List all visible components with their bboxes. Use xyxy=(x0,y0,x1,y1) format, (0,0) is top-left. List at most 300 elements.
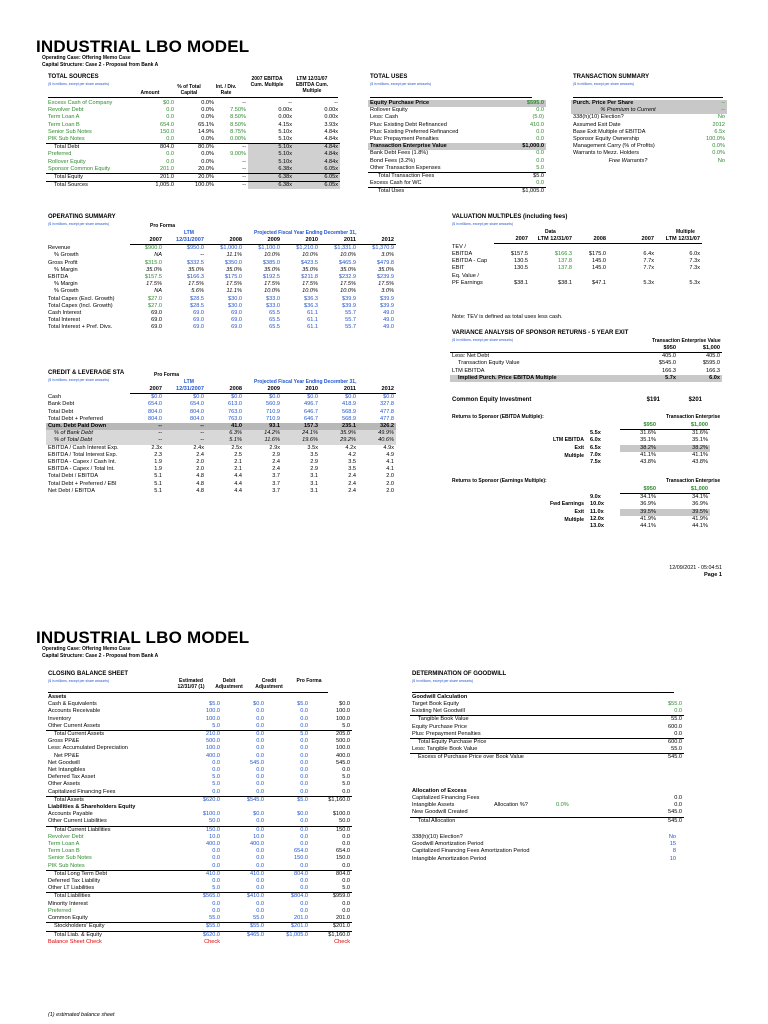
table-row xyxy=(410,856,678,863)
table-row xyxy=(46,252,396,259)
value-cell: 0.0% xyxy=(201,107,214,114)
value-cell: 201.0 xyxy=(294,915,308,922)
value-cell: 8.50% xyxy=(230,114,246,121)
table-row xyxy=(410,701,684,708)
header-spacer xyxy=(588,486,620,494)
value-cell: 0.0 xyxy=(256,708,264,715)
table-row xyxy=(368,122,546,129)
value-cell: $950.0 xyxy=(186,245,204,252)
returns-earnings-label: Returns to Sponsor (Earnings Multiple): xyxy=(452,478,547,484)
operating-summary-note: ($ in millions, except per share amounts) xyxy=(48,222,110,226)
row-label: Other Transaction Expenses xyxy=(370,164,441,171)
value-cell: $1,160.0 xyxy=(310,796,352,804)
value-cell: $47.1 xyxy=(592,279,606,286)
table-row xyxy=(368,150,546,157)
value-cell xyxy=(656,244,702,251)
row-label: Net Debt / EBITDA xyxy=(48,487,95,494)
column-header: 2009 xyxy=(244,386,282,394)
value-cell: 0.0 xyxy=(212,788,220,795)
value-cell: 5.0 xyxy=(266,731,310,739)
value-cell: 5.10x xyxy=(278,128,292,135)
value-cell: 804.0 xyxy=(190,408,204,415)
value-cell: $0.0 xyxy=(383,394,394,401)
value-cell: 0.0 xyxy=(674,795,682,801)
value-cell: 2.0 xyxy=(386,487,394,494)
value-cell: 0.0 xyxy=(212,862,220,869)
value-cell: 43.8% xyxy=(640,459,656,466)
table-row xyxy=(46,409,396,416)
row-label: EBITDA - Cap xyxy=(452,258,488,265)
table-row xyxy=(46,767,352,774)
value-cell: 6.05x xyxy=(294,182,340,190)
column-header: 2010 xyxy=(282,237,320,245)
value-cell: 0.0 xyxy=(300,752,308,759)
row-label: Plus: Prepayment Penalties xyxy=(370,136,439,143)
table-row xyxy=(46,303,396,310)
value-cell: $211.8 xyxy=(301,274,318,281)
value-cell xyxy=(310,694,352,701)
table-row xyxy=(571,100,727,107)
value-cell: 5.1% xyxy=(206,437,244,444)
value-cell xyxy=(574,273,608,280)
credit-heading: CREDIT & LEVERAGE STA xyxy=(48,370,125,376)
col-debit: Debit Adjustment xyxy=(215,678,243,690)
allocation-table xyxy=(410,795,684,825)
uses-note: ($ in millions, except per share amounts) xyxy=(370,82,432,86)
row-label: Total Current Assets xyxy=(46,731,178,739)
row-label: Goodwill Amortization Period xyxy=(412,841,484,848)
value-cell: 4.8 xyxy=(196,487,204,494)
value-cell: 4.84x xyxy=(294,151,340,158)
value-cell: $0.0 xyxy=(253,701,264,708)
value-cell: 100.0% xyxy=(176,182,216,190)
row-label: Total Current Liabilities xyxy=(46,826,178,834)
value-cell: 150.0 xyxy=(336,855,350,862)
returns-earnings-tev-label: Transaction Enterprise xyxy=(666,478,721,484)
value-cell: 137.8 xyxy=(558,265,572,272)
goodwill-note: ($ in millions, except per share amounts) xyxy=(412,679,474,683)
value-cell: 8 xyxy=(672,848,676,855)
table-row xyxy=(450,273,702,280)
row-label: 7.0x xyxy=(590,451,601,458)
value-cell: 2.4 xyxy=(196,451,204,458)
value-cell: -- xyxy=(685,100,727,107)
value-cell: 166.3 xyxy=(662,367,676,374)
table-row xyxy=(571,143,727,150)
footer-page: Page 1 xyxy=(703,572,722,578)
header-spacer xyxy=(450,345,634,353)
value-cell: 10.0 xyxy=(209,833,220,840)
value-cell: 0.0 xyxy=(212,767,220,774)
value-cell: $0.0 xyxy=(307,394,318,401)
value-cell: 31.6% xyxy=(640,430,656,437)
row-label: Liabilities & Shareholders Equity xyxy=(48,804,136,811)
value-cell: No xyxy=(668,834,676,840)
column-header: 2008 xyxy=(206,386,244,394)
table-row xyxy=(46,753,352,760)
row-label: 338(h)(10) Election? xyxy=(412,834,463,840)
table-row xyxy=(46,738,352,745)
value-cell: 477.8 xyxy=(380,408,394,415)
row-label: Senior Sub Notes xyxy=(48,128,92,135)
table-row xyxy=(588,452,710,459)
value-cell: $5.0 xyxy=(490,173,546,181)
row-label: EBITDA xyxy=(48,274,69,281)
common-equity-1000: $201 xyxy=(688,397,702,403)
value-cell: 400.0 xyxy=(206,752,220,759)
value-cell: 3.5 xyxy=(348,459,356,466)
value-cell: 137.8 xyxy=(558,258,572,265)
value-cell: 804.0 xyxy=(190,415,204,422)
row-label: Net Goodwill xyxy=(48,759,80,766)
value-cell: 0.0 xyxy=(300,738,308,745)
row-label: % of Total Debt xyxy=(46,437,130,444)
column-header: LTM 12/31/07 xyxy=(530,236,574,244)
value-cell: 69.0 xyxy=(231,310,242,317)
row-label: Rollover Equity xyxy=(370,107,408,114)
row-label: Less: Cash xyxy=(370,114,398,121)
value-cell: $804.0 xyxy=(266,893,310,901)
value-cell: 4.84x xyxy=(294,144,340,152)
value-cell: 19.6% xyxy=(282,437,320,444)
value-cell: $350.0 xyxy=(224,259,242,266)
value-cell: 69.0 xyxy=(193,310,204,317)
value-cell: 6.05x xyxy=(294,174,340,182)
table-row xyxy=(46,863,352,871)
value-cell: Check xyxy=(334,938,350,945)
value-cell: 3.0% xyxy=(381,252,394,259)
column-header: 2007 xyxy=(130,237,164,245)
value-cell: 17.5% xyxy=(188,281,204,288)
value-cell: 0.0 xyxy=(536,180,544,187)
row-label: Senior Sub Notes xyxy=(48,855,92,862)
column-header: 2007 xyxy=(130,386,164,394)
value-cell: 0.0 xyxy=(300,907,308,914)
value-cell: 568.9 xyxy=(342,408,356,415)
value-cell: 545.0 xyxy=(668,809,682,816)
row-label: Gross Profit xyxy=(48,259,78,266)
row-label: Gross PP&E xyxy=(48,738,80,745)
page2-operating-case: Operating Case: Offering Memo Case xyxy=(42,646,131,652)
column-header: $1,000 xyxy=(678,345,722,353)
row-label: Transaction Equity Value xyxy=(458,360,520,367)
table-row xyxy=(46,915,352,923)
value-cell: 804.0 xyxy=(148,415,162,422)
value-cell: $33.0 xyxy=(266,302,280,309)
value-cell: 5.10x xyxy=(248,144,294,152)
col-2007-multiple: 2007 EBITDA Cum. Multiple xyxy=(250,76,284,88)
pro-forma-label: Pro Forma xyxy=(150,223,176,229)
row-label: Intangible Amortization Period xyxy=(412,855,487,862)
value-cell: 6.0x xyxy=(678,375,722,382)
value-cell: 41.1% xyxy=(692,451,708,458)
col-ltm-multiple: LTM 12/31/07 EBITDA Cum. Multiple xyxy=(295,76,329,94)
value-cell: 5.7x xyxy=(634,375,678,382)
value-cell: 0.0 xyxy=(342,878,350,885)
value-cell: $1,160.0 xyxy=(310,931,352,939)
value-cell: 4.2x xyxy=(345,444,356,451)
table-row xyxy=(46,245,396,253)
value-cell: 15 xyxy=(669,841,676,848)
row-label: 7.5x xyxy=(590,459,601,466)
value-cell: 10.0% xyxy=(302,252,318,259)
column-header: $950 xyxy=(620,422,658,430)
table-row xyxy=(46,908,352,915)
table-row xyxy=(588,509,710,516)
value-cell: 3.1 xyxy=(310,473,318,480)
value-cell: 4.2 xyxy=(348,451,356,458)
transaction-summary-table xyxy=(571,100,727,165)
value-cell: $959.0 xyxy=(310,893,352,901)
value-cell: 2012 xyxy=(712,121,725,128)
value-cell: $27.0 xyxy=(148,295,162,302)
value-cell: 0.0 xyxy=(166,151,174,158)
table-row xyxy=(588,459,710,466)
table-row xyxy=(450,258,702,265)
value-cell: $157.5 xyxy=(144,274,162,281)
value-cell: 17.5% xyxy=(264,281,280,288)
balance-note: ($ in millions, except per share amounts) xyxy=(48,679,110,683)
table-row xyxy=(410,834,678,841)
table-row xyxy=(410,731,684,739)
value-cell: $39.9 xyxy=(342,302,356,309)
value-cell: 24.1% xyxy=(282,430,320,437)
value-cell: 410.0 xyxy=(178,870,222,878)
value-cell: 613.0 xyxy=(228,401,242,408)
value-cell: 10.0% xyxy=(264,252,280,259)
value-cell: -- xyxy=(164,430,206,437)
value-cell: 35.1% xyxy=(640,437,656,444)
value-cell: 0.0 xyxy=(536,128,544,135)
value-cell: 0.0% xyxy=(201,158,214,165)
value-cell: 65.5 xyxy=(269,317,280,324)
value-cell: NA xyxy=(154,288,162,295)
value-cell: 0.0 xyxy=(300,781,308,788)
value-cell: 49.0 xyxy=(383,317,394,324)
value-cell: 10.0% xyxy=(340,252,356,259)
column-header: $1,000 xyxy=(658,486,710,494)
table-row xyxy=(450,280,702,287)
value-cell: $479.8 xyxy=(376,259,394,266)
value-cell: 0.0 xyxy=(212,848,220,855)
row-label: New Goodwill Created xyxy=(412,809,468,816)
election-table xyxy=(410,834,678,863)
value-cell: $201.0 xyxy=(266,923,310,931)
col-int-rate: Int. / Div. Rate xyxy=(215,84,237,96)
value-cell: $30.0 xyxy=(228,302,242,309)
row-label: Warrants to Mezz. Holders xyxy=(573,150,640,157)
credit-ltm-label: LTM xyxy=(184,379,194,385)
value-cell: $0.0 xyxy=(269,394,280,401)
balance-heading: CLOSING BALANCE SHEET xyxy=(48,671,129,677)
row-label: Cash xyxy=(48,393,62,400)
value-cell: 418.9 xyxy=(342,401,356,408)
value-cell: 39.5% xyxy=(620,509,658,516)
value-cell: 763.0 xyxy=(228,415,242,422)
table-row xyxy=(46,818,352,826)
table-row xyxy=(46,804,352,811)
value-cell: 35.0% xyxy=(378,266,394,273)
value-cell: (5.0) xyxy=(532,114,544,121)
row-label: EBITDA / Total Interest Exp. xyxy=(48,451,118,458)
value-cell: 0.0 xyxy=(256,781,264,788)
value-cell: 0.0 xyxy=(342,907,350,914)
row-label: Total Transaction Fees xyxy=(368,173,490,181)
value-cell: 55.0 xyxy=(671,746,682,753)
column-header: 2007 xyxy=(494,236,530,244)
row-label: Sponsor Common Equity xyxy=(48,165,111,172)
value-cell: 41.9% xyxy=(640,515,656,522)
table-row xyxy=(410,802,684,809)
row-label: Other Assets xyxy=(48,781,81,788)
value-cell xyxy=(530,244,574,251)
value-cell: $157.5 xyxy=(510,250,528,257)
row-label: Management Carry (% of Profits) xyxy=(573,143,655,150)
value-cell: -- xyxy=(242,100,246,106)
value-cell: 35.0% xyxy=(188,266,204,273)
table-row xyxy=(46,774,352,781)
value-cell: 2.4 xyxy=(348,480,356,487)
value-cell: 560.9 xyxy=(266,401,280,408)
value-cell: 2.1 xyxy=(234,459,242,466)
row-label: Intangible Assets xyxy=(412,802,455,809)
value-cell: 804.0 xyxy=(148,408,162,415)
value-cell: 157.3 xyxy=(282,423,320,430)
value-cell: $39.9 xyxy=(342,295,356,302)
common-equity-950: $191 xyxy=(646,397,660,403)
table-row xyxy=(571,107,727,114)
row-label: Total Uses xyxy=(368,188,490,196)
value-cell: $166.3 xyxy=(554,250,572,257)
table-row xyxy=(410,739,684,747)
value-cell xyxy=(608,244,656,251)
value-cell: 6.5x xyxy=(714,128,725,135)
row-label: Preferred xyxy=(48,151,72,158)
value-cell: 654.0 xyxy=(160,121,174,128)
projected-label: Projected Fiscal Year Ending December 31, xyxy=(254,230,357,236)
value-cell: 710.9 xyxy=(266,415,280,422)
value-cell: 600.0 xyxy=(610,739,684,747)
value-cell: $36.3 xyxy=(304,302,318,309)
table-row xyxy=(368,100,546,107)
row-label: LTM EBITDA xyxy=(452,367,485,374)
value-cell: $545.0 xyxy=(222,796,266,804)
value-cell: 65.5 xyxy=(269,324,280,331)
value-cell: 0.0 xyxy=(342,862,350,869)
value-cell: 29.2% xyxy=(320,437,358,444)
value-cell: $595.0 xyxy=(490,100,546,107)
returns-ebitda-table xyxy=(588,422,710,466)
returns-earnings-table xyxy=(588,486,710,530)
value-cell: 2.5x xyxy=(231,444,242,451)
column-header: 2011 xyxy=(320,237,358,245)
value-cell: 0.0 xyxy=(256,774,264,781)
row-label: Excess Cash for WC xyxy=(370,180,422,187)
value-cell: 93.1 xyxy=(244,423,282,430)
value-cell: 39.5% xyxy=(658,509,710,516)
row-label: Balance Sheet Check xyxy=(48,938,102,945)
value-cell: 130.5 xyxy=(514,258,528,265)
value-cell: $36.3 xyxy=(304,295,318,302)
credit-projected-label: Projected Fiscal Year Ending December 31, xyxy=(254,379,357,385)
value-cell xyxy=(266,804,310,811)
value-cell: $0.0 xyxy=(297,811,308,818)
row-label: Total Sources xyxy=(46,182,142,190)
value-cell: $332.5 xyxy=(186,259,204,266)
row-label: Other Current Assets xyxy=(48,722,101,729)
row-label: Other LT Liabilities xyxy=(48,885,95,892)
value-cell: $55.0 xyxy=(178,923,222,931)
value-cell: 34.1% xyxy=(692,494,708,501)
value-cell: $1,100.0 xyxy=(258,245,280,252)
value-cell: 201.0 xyxy=(142,174,176,182)
row-label: Accounts Payable xyxy=(48,811,93,818)
row-label: Inventory xyxy=(48,715,72,722)
valuation-heading: VALUATION MULTIPLES (including fees) xyxy=(452,214,568,220)
value-cell: 0.0 xyxy=(256,848,264,855)
capital-structure: Capital Structure: Case 2 - Proposal from Bank A xyxy=(42,62,159,68)
table-row xyxy=(46,452,396,459)
row-label: 13.0x xyxy=(590,523,604,530)
value-cell: -- xyxy=(685,107,727,114)
value-cell: 2.5 xyxy=(234,451,242,458)
value-cell: 11.1% xyxy=(226,252,242,259)
table-row xyxy=(46,723,352,731)
value-cell: 4.4 xyxy=(234,487,242,494)
table-row xyxy=(46,260,396,267)
returns-ebitda-label: Returns to Sponsor (EBITDA Multiple): xyxy=(452,414,544,420)
value-cell: 20.0% xyxy=(198,165,214,172)
table-row xyxy=(46,445,396,452)
row-label: TEV / xyxy=(452,243,466,250)
row-label: % Margin xyxy=(54,266,78,273)
value-cell: 4.84x xyxy=(324,128,338,135)
value-cell: 4.4 xyxy=(234,473,242,480)
row-label: Cash & Equivalents xyxy=(48,701,97,708)
value-cell: 0.0 xyxy=(166,114,174,121)
header-spacer xyxy=(450,236,494,244)
value-cell: 5.10x xyxy=(248,159,294,166)
value-cell: 31.6% xyxy=(692,430,708,437)
transaction-summary-note: ($ in millions, except per share amounts) xyxy=(573,82,635,86)
value-cell: $192.5 xyxy=(262,274,280,281)
value-cell: 0.0 xyxy=(300,862,308,869)
row-label: Excess Cash of Company xyxy=(48,100,113,106)
column-header: 12/31/2007 xyxy=(164,386,206,394)
table-row xyxy=(588,430,710,438)
row-label: 12.0x xyxy=(590,515,604,522)
allocation-label: Allocation of Excess xyxy=(412,788,467,794)
value-cell: $100.0 xyxy=(202,811,220,818)
value-cell: 1.9 xyxy=(154,459,162,466)
table-row xyxy=(46,760,352,767)
value-cell: $0.0 xyxy=(193,394,204,401)
row-label: Total Interest xyxy=(48,317,81,324)
value-cell: 4.84x xyxy=(324,136,338,143)
table-row xyxy=(450,360,722,367)
value-cell: 41.1% xyxy=(640,451,656,458)
col-credit: Credit Adjustment xyxy=(255,678,283,690)
value-cell: 35.1% xyxy=(692,437,708,444)
allocation-pct-label: Allocation %? xyxy=(494,802,528,808)
value-cell: 5.10x xyxy=(248,151,294,158)
value-cell: 6.05x xyxy=(294,166,340,174)
table-row xyxy=(46,166,340,174)
value-cell: 205.0 xyxy=(310,731,352,739)
allocation-pct-value: 0.0% xyxy=(556,802,569,808)
value-cell: $620.0 xyxy=(178,931,222,939)
row-label: Tangible Book Value xyxy=(410,716,610,724)
